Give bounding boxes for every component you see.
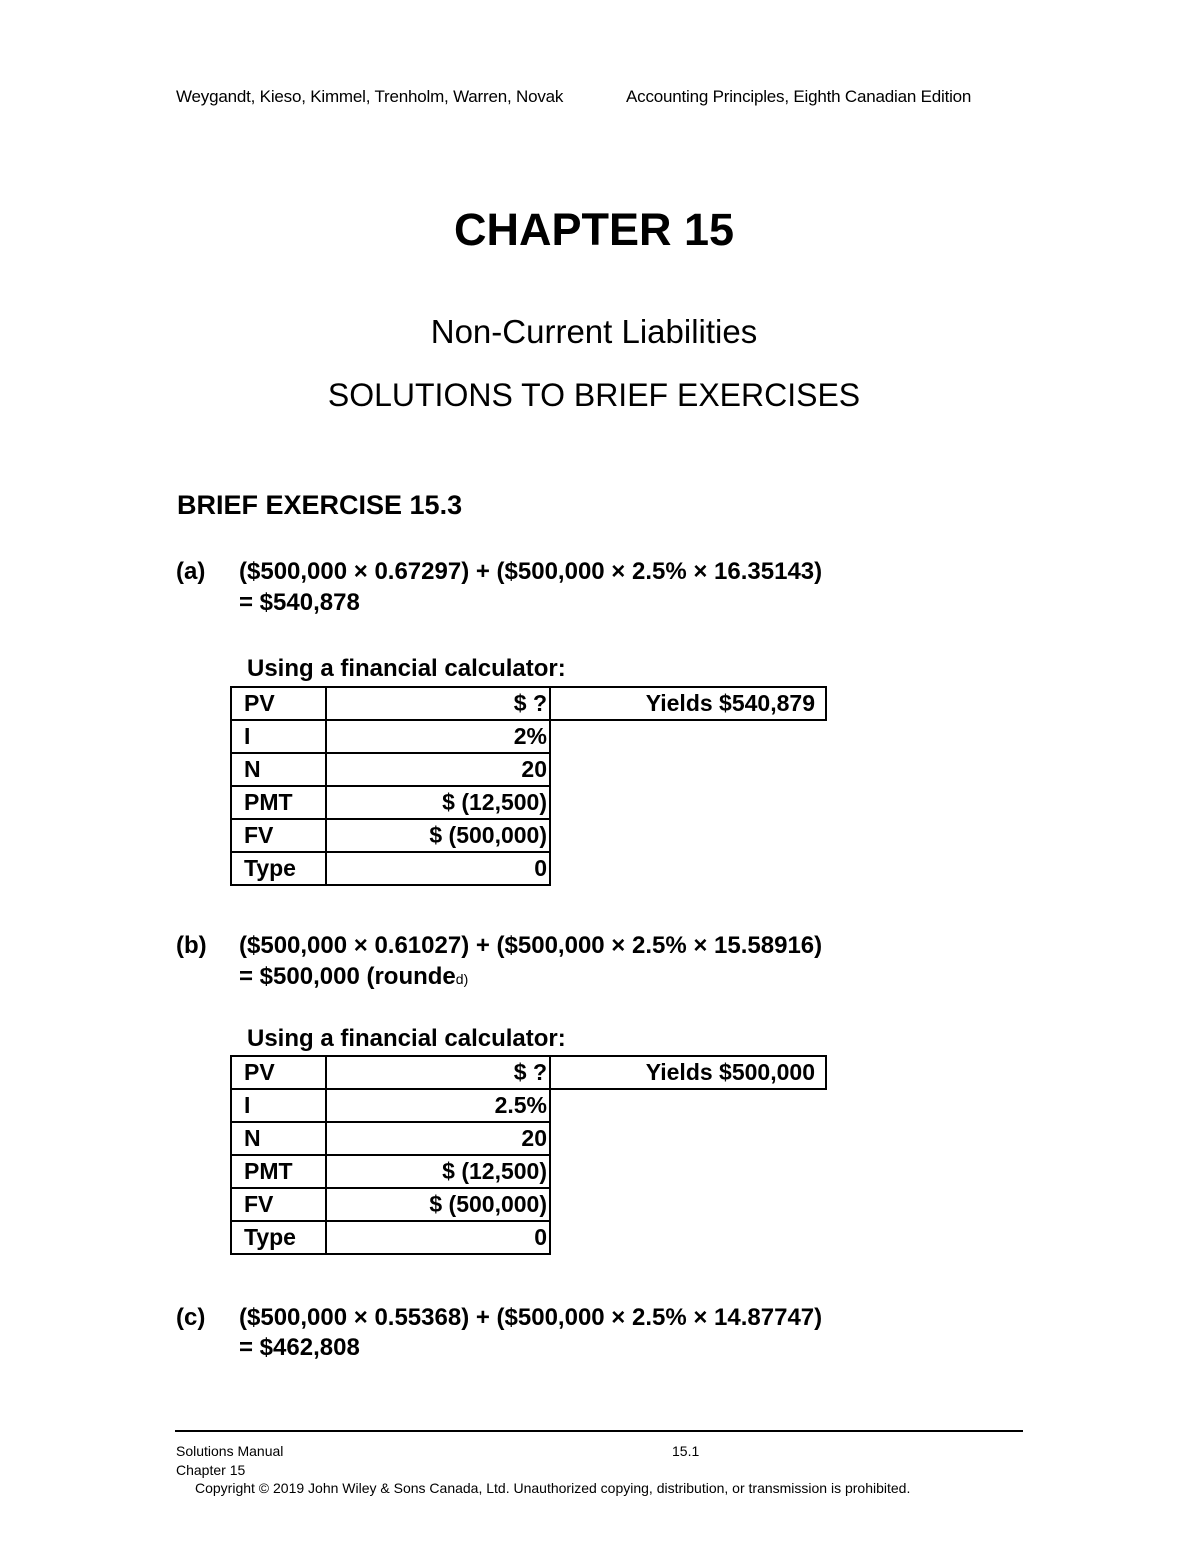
part-a-result: [239, 589, 360, 617]
exercise-heading: BRIEF EXERCISE 15.3: [177, 490, 463, 520]
calc-key: N: [231, 1122, 326, 1155]
footer-page-number: 15.1: [672, 1443, 700, 1459]
table-row: [231, 1221, 826, 1254]
table-row: [231, 1155, 826, 1188]
table-row: [231, 819, 826, 852]
calc-value: $ (500,000): [326, 1188, 550, 1221]
table-row: [231, 720, 826, 753]
table-row: [231, 852, 826, 885]
calc-key: Type: [231, 852, 326, 885]
table-row: [231, 687, 826, 720]
section-title: SOLUTIONS TO BRIEF EXERCISES: [327, 377, 861, 413]
header-authors: Weygandt, Kieso, Kimmel, Trenholm, Warren, Novak: [176, 87, 564, 106]
part-b-result: [239, 963, 468, 991]
calculator-b-table: [230, 1055, 827, 1255]
chapter-subtitle: Non-Current Liabilities: [430, 313, 758, 350]
chapter-title: CHAPTER 15: [453, 204, 735, 255]
footer-copyright: Copyright © 2019 John Wiley & Sons Canada, Ltd. Unauthorized copying, distribution, or transmission is prohibited.: [195, 1480, 911, 1496]
empty-cell: [550, 720, 826, 753]
table-row: [231, 1188, 826, 1221]
part-c-label: (c): [176, 1304, 206, 1331]
part-b-formula: ($500,000 × 0.61027) + ($500,000 × 2.5% × 15.58916): [239, 932, 823, 959]
part-c-result: [239, 1334, 360, 1362]
empty-cell: [550, 1188, 826, 1221]
calc-value: 0: [326, 852, 550, 885]
calc-value: 0: [326, 1221, 550, 1254]
calc-value: 20: [326, 1122, 550, 1155]
calc-key: PV: [231, 1056, 326, 1089]
part-a-result-text: = $540,878: [239, 589, 360, 616]
part-a-label: (a): [176, 558, 206, 585]
calc-value: 2.5%: [326, 1089, 550, 1122]
calc-value: $ ?: [326, 1056, 550, 1089]
table-row: [231, 1089, 826, 1122]
calc-key: I: [231, 720, 326, 753]
calc-value: $ (500,000): [326, 819, 550, 852]
calc-result: Yields $500,000: [550, 1056, 826, 1089]
calc-value: $ (12,500): [326, 786, 550, 819]
calc-key: N: [231, 753, 326, 786]
part-c-result-text: = $462,808: [239, 1334, 360, 1361]
part-b-label: (b): [176, 932, 207, 959]
calc-value: $ (12,500): [326, 1155, 550, 1188]
part-b-result-suffix: d): [455, 971, 469, 987]
empty-cell: [550, 1089, 826, 1122]
part-a-formula: ($500,000 × 0.67297) + ($500,000 × 2.5% × 16.35143): [239, 558, 823, 585]
table-row: [231, 786, 826, 819]
calc-result: Yields $540,879: [550, 687, 826, 720]
header-book-title: Accounting Principles, Eighth Canadian Edition: [626, 87, 972, 106]
calc-key: I: [231, 1089, 326, 1122]
calc-key: PMT: [231, 786, 326, 819]
calc-key: Type: [231, 1221, 326, 1254]
calc-key: FV: [231, 819, 326, 852]
calc-value: $ ?: [326, 687, 550, 720]
footer-manual: Solutions Manual: [176, 1443, 284, 1459]
calc-value: 2%: [326, 720, 550, 753]
empty-cell: [550, 852, 826, 885]
calculator-a-label: Using a financial calculator:: [247, 655, 566, 682]
calc-key: PV: [231, 687, 326, 720]
footer-divider: [175, 1430, 1023, 1432]
table-row: [231, 1122, 826, 1155]
table-row: [231, 753, 826, 786]
calc-key: PMT: [231, 1155, 326, 1188]
calculator-a-table: [230, 686, 827, 886]
table-row: [231, 1056, 826, 1089]
empty-cell: [550, 1221, 826, 1254]
empty-cell: [550, 819, 826, 852]
empty-cell: [550, 1122, 826, 1155]
empty-cell: [550, 753, 826, 786]
part-b-result-text: = $500,000 (rounde: [239, 963, 456, 990]
part-c-formula: ($500,000 × 0.55368) + ($500,000 × 2.5% × 14.87747): [239, 1304, 823, 1331]
empty-cell: [550, 1155, 826, 1188]
calc-key: FV: [231, 1188, 326, 1221]
calculator-b-label: Using a financial calculator:: [247, 1025, 566, 1052]
footer-chapter: Chapter 15: [176, 1462, 246, 1478]
calc-value: 20: [326, 753, 550, 786]
empty-cell: [550, 786, 826, 819]
